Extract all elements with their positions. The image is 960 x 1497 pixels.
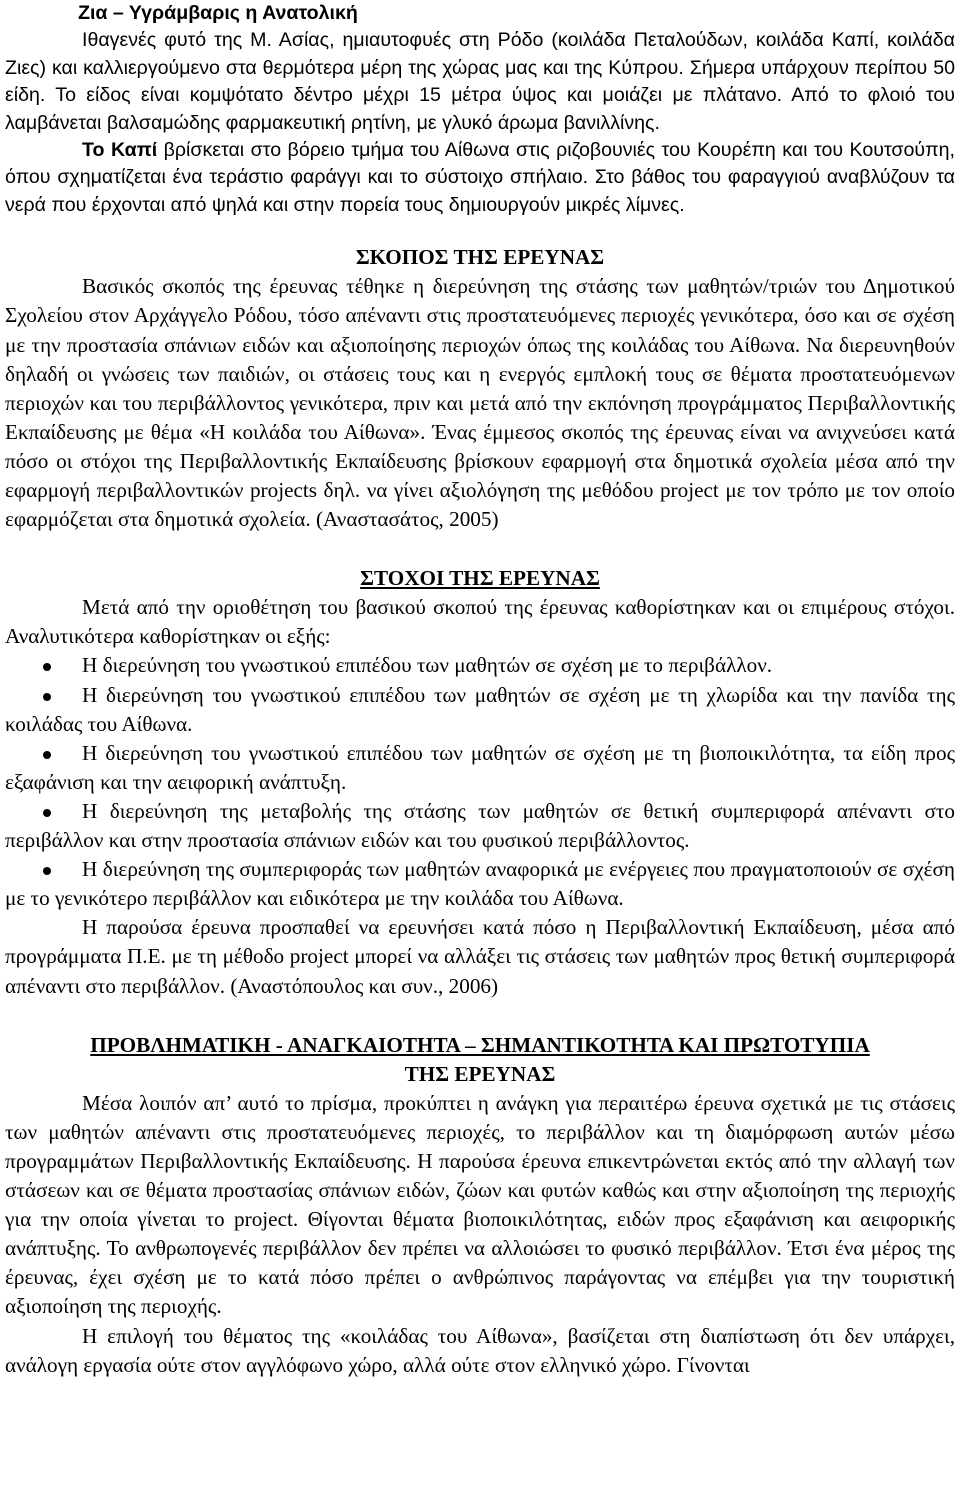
goal-item: Η διερεύνηση του γνωστικού επιπέδου των μαθητών σε σχέση με τη βιοποικιλότητα, τα είδη προς εξαφάνιση και την αειφορική ανάπτυξη. [5,740,955,794]
document-page [5,0,955,1380]
kapi-label: Το Καπί [82,139,158,162]
problem-text: Μέσα λοιπόν απ’ αυτό το πρίσμα, προκύπτει η ανάγκη για περαιτέρω έρευνα σχετικά με τις στάσεις των μαθητών απέναντι στις προστατευόμενες περιοχές, το περιβάλλον και τη διαμόρφωση αυτών μέσω προγραμμάτων Περιβαλλοντικής Εκπαίδευσης. Η παρούσα έρευνα επικεντρώνεται εκτός από την αλλαγή των στάσεων και σε θέματα προστασίας σπάνιων ειδών, ζώων και φυτών καθώς και στην αξιοποίηση της περιοχής για την οποία γίνεται το project. Θίγονται θέματα βιοποικιλότητας, ειδών προς εξαφάνιση και αειφορικής ανάπτυξης. Το ανθρωπογενές περιβάλλον δεν πρέπει να αλλοιώσει το φυσικό περιβάλλον. Έτσι ένα μέρος της έρευνας, έχει σχέση με το κατά πόσο πρέπει ο ανθρώπινος παράγοντας να επέμβει για την τουριστική αξιοποίηση της περιοχής. [5,1090,955,1319]
goals-list [5,651,955,913]
goals-closing: Η παρούσα έρευνα προσπαθεί να ερευνήσει κατά πόσο η Περιβαλλοντική Εκπαίδευση, μέσα από προγράμματα Π.Ε. με τη μέθοδο project μπορεί να αλλάξει τις στάσεις των μαθητών προς θετική συμπεριφορά απέναντι στο περιβάλλον. (Αναστόπουλος και συν., 2006) [5,915,955,998]
goal-item: Η διερεύνηση της συμπεριφοράς των μαθητών αναφορικά με ενέργειες που πραγματοποιούν σε σχέση με το γενικότερο περιβάλλον και ειδικότερα με την κοιλάδα του Αίθωνα. [5,857,955,911]
purpose-section [5,243,955,534]
plant-title: Ζια – Υγράμβαρις η Ανατολική [78,2,358,24]
bullet-icon [43,693,51,701]
goals-intro: Μετά από την οριοθέτηση του βασικού σκοπού της έρευνας καθορίστηκαν και οι επιμέρους στόχοι. Αναλυτικότερα καθορίστηκαν οι εξής: [5,595,955,649]
problem-heading-line1: ΠΡΟΒΛΗΜΑΤΙΚΗ - ΑΝΑΓΚΑΙΟΤΗΤΑ – ΣΗΜΑΝΤΙΚΟΤΗΤΑ ΚΑΙ ΠΡΩΤΟΤΥΠΙΑ [90,1032,870,1057]
purpose-text: Βασικός σκοπός της έρευνας τέθηκε η διερεύνηση της στάσης των μαθητών/τριών του Δημοτικού Σχολείου στον Αρχάγγελο Ρόδου, τόσο απέναντι στις προστατευόμενες περιοχές γενικότερα, όσο και σε σχέση με την προστασία σπάνιων ειδών και αξιοποίησης περιοχών όπως της κοιλάδας του Αίθωνα. Να διερευνηθούν δηλαδή οι γνώσεις των παιδιών, οι στάσεις τους και η ενεργός εμπλοκή τους σε θέματα προστατευόμενων περιοχών και του περιβάλλοντος γενικότερα, πριν και μετά από την εκπόνηση προγράμματος Περιβαλλοντικής Εκπαίδευσης με θέμα «Η κοιλάδα του Αίθωνα». Ένας έμμεσος σκοπός της έρευνας είναι να ανιχνεύσει κατά πόσο οι στόχοι της Περιβαλλοντικής Εκπαίδευσης βρίσκουν εφαρμογή στα δημοτικά σχολεία μέσα από την εφαρμογή περιβαλλοντικών projects δηλ. να γίνει αξιολόγηση της μεθόδου project με τον τρόπο με τον οποίο εφαρμόζεται στα δημοτικά σχολεία. (Αναστασάτος, 2005) [5,274,955,532]
bullet-icon [43,663,51,671]
kapi-text: βρίσκεται στο βόρειο τμήμα του Αίθωνα στις ριζοβουνιές του Κουρέπη και του Κουτσούπη, όπου σχηματίζεται ένα τεράστιο φαράγγι και το σύστοιχο σπήλαιο. Στο βάθος του φαραγγιού αναβλύζουν τα νερά που έρχονται από ψηλά και στην πορεία τους δημιουργούν μικρές λίμνες. [5,139,955,216]
kapi-description [5,137,955,219]
bullet-icon [43,867,51,875]
goal-item: Η διερεύνηση του γνωστικού επιπέδου των μαθητών σε σχέση με το περιβάλλον. [5,651,955,680]
goals-section [5,564,955,1000]
goal-item: Η διερεύνηση του γνωστικού επιπέδου των μαθητών σε σχέση με τη χλωρίδα και την πανίδα της κοιλάδας του Αίθωνα. [5,682,955,736]
problem-text-continued: Η επιλογή του θέματος της «κοιλάδας του Αίθωνα», βασίζεται στη διαπίστωση ότι δεν υπάρχει, ανάλογη εργασία ούτε στον αγγλόφωνο χώρο, αλλά ούτε στον ελληνικό χώρο. Γίνονται [5,1323,955,1377]
goal-item: Η διερεύνηση της μεταβολής της στάσης των μαθητών σε θετική συμπεριφορά απέναντι στο περιβάλλον και στην προστασία σπάνιων ειδών και του φυσικού περιβάλλοντος. [5,798,955,853]
purpose-heading: ΣΚΟΠΟΣ ΤΗΣ ΕΡΕΥΝΑΣ [355,245,605,270]
bullet-icon [43,751,51,759]
intro-section [5,0,955,219]
problem-heading-line2: ΤΗΣ ΕΡΕΥΝΑΣ [404,1061,556,1086]
plant-description: Ιθαγενές φυτό της Μ. Ασίας, ημιαυτοφυές στη Ρόδο (κοιλάδα Πεταλούδων, κοιλάδα Καπί, κοιλάδα Ζιες) και καλλιεργούμενο στα θερμότερα μέρη της χώρας μας και της Κύπρου. Σήμερα υπάρχουν περίπου 50 είδη. Το είδος είναι κομψότατο δέντρο μέχρι 15 μέτρα ύψος και μοιάζει με πλάτανο. Από το φλοιό του λαμβάνεται βαλσαμώδης φαρμακευτική ρητίνη, με γλυκό άρωμα βανιλλίνης. [5,29,955,134]
problem-section [5,1031,955,1380]
bullet-icon [43,809,51,817]
goals-heading: ΣΤΟΧΟΙ ΤΗΣ ΕΡΕΥΝΑΣ [360,566,600,591]
